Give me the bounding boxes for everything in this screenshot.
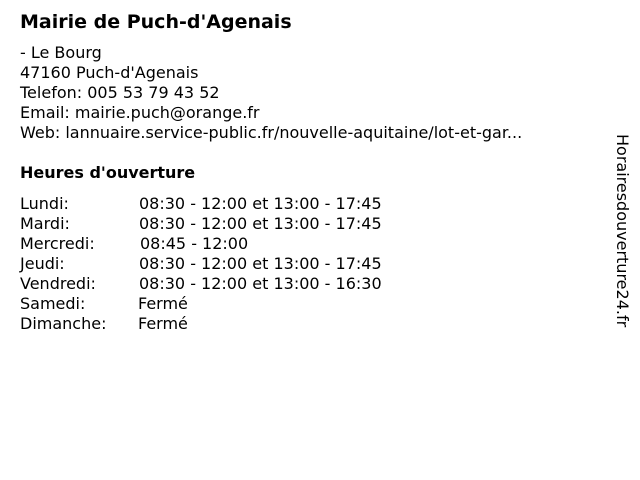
day-label: Dimanche:	[20, 314, 107, 333]
day-label: Lundi:	[20, 194, 69, 213]
opening-time: Fermé	[138, 294, 188, 313]
address-block	[20, 43, 522, 143]
day-label: Mercredi:	[20, 234, 95, 253]
page-title: Mairie de Puch-d'Agenais	[20, 11, 292, 33]
opening-time: 08:30 - 12:00 et 13:00 - 17:45	[139, 194, 382, 213]
address-phone: Telefon: 005 53 79 43 52	[20, 83, 220, 102]
day-label: Jeudi:	[20, 254, 65, 273]
day-label: Vendredi:	[20, 274, 96, 293]
opening-time: 08:30 - 12:00 et 13:00 - 17:45	[139, 254, 382, 273]
address-email: Email: mairie.puch@orange.fr	[20, 103, 260, 122]
opening-time: 08:30 - 12:00 et 13:00 - 17:45	[139, 214, 382, 233]
opening-time: Fermé	[138, 314, 188, 333]
day-label: Samedi:	[20, 294, 86, 313]
day-label: Mardi:	[20, 214, 70, 233]
address-city: 47160 Puch-d'Agenais	[20, 63, 199, 82]
opening-time: 08:45 - 12:00	[140, 234, 249, 253]
address-web: Web: lannuaire.service-public.fr/nouvelle-aquitaine/lot-et-gar...	[20, 123, 523, 142]
site-watermark: Horairesdouverture24.fr	[613, 134, 632, 328]
opening-time: 08:30 - 12:00 et 13:00 - 16:30	[139, 274, 382, 293]
address-street: - Le Bourg	[20, 43, 102, 62]
hours-heading: Heures d'ouverture	[20, 163, 196, 182]
